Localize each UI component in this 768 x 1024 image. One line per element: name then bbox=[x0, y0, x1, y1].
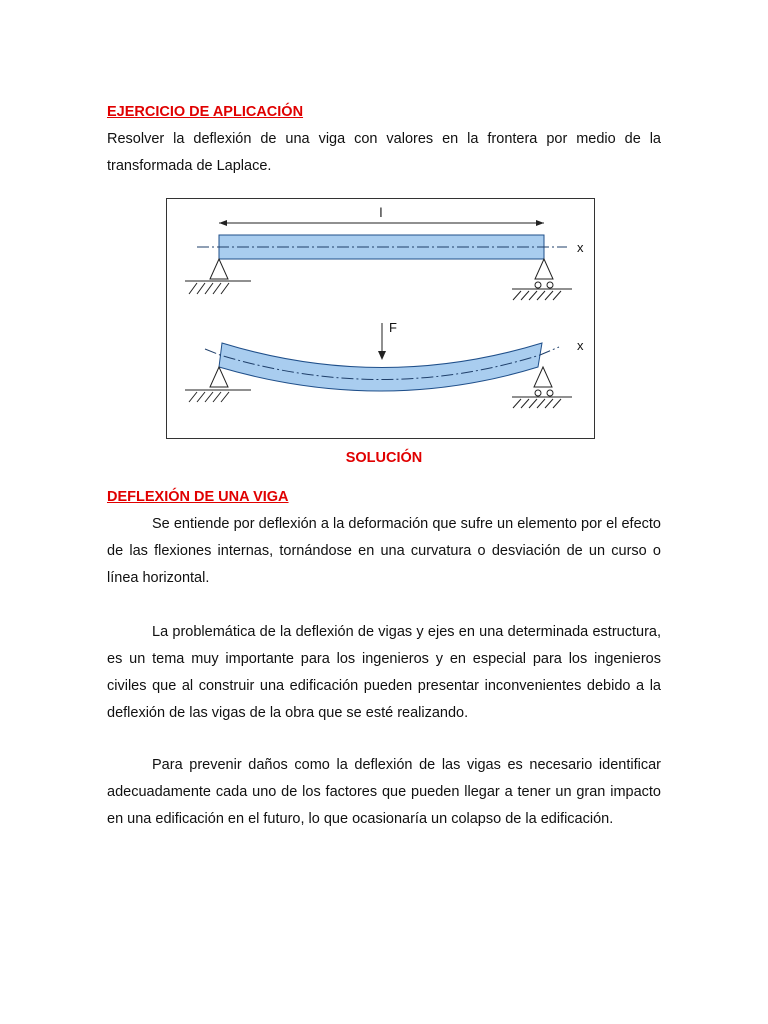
roller-support-right-top bbox=[512, 259, 572, 300]
roller-support-right-bottom bbox=[512, 367, 572, 408]
exercise-heading: EJERCICIO DE APLICACIÓN bbox=[107, 104, 304, 120]
force-arrow-head bbox=[378, 351, 386, 360]
dimension-arrow-left bbox=[219, 220, 227, 226]
paragraph-definition: Se entiende por deflexión a la deformación que sufre un elemento por el efecto de las flexiones internas, tornándose en una curvatura o desviación de un curso o línea horizontal. bbox=[107, 516, 661, 586]
pin-support-left-top bbox=[185, 259, 251, 294]
axis-label-top: x bbox=[577, 240, 584, 255]
beam-deflection-figure bbox=[166, 198, 595, 439]
dimension-arrow-right bbox=[536, 220, 544, 226]
paragraph-prevention: Para prevenir daños como la deflexión de las vigas es necesario identificar adecuadamente cada uno de los factores que pueden llegar a tener un gran impacto en una edificación en el futuro, lo que ocasionaría un colapso de la edificación. bbox=[107, 757, 661, 827]
beam-diagram bbox=[167, 199, 594, 438]
axis-label-bottom: x bbox=[577, 338, 584, 353]
force-label: F bbox=[389, 320, 397, 335]
deflection-heading: DEFLEXIÓN DE UNA VIGA bbox=[107, 489, 289, 505]
paragraph-problem: La problemática de la deflexión de vigas y ejes en una determinada estructura, es un tema muy importante para los ingenieros y en especial para los ingenieros civiles que al construir una edificación pueden presentar inconvenientes debido a la deflexión de las vigas de la obra que se esté realizando. bbox=[107, 624, 661, 721]
length-label: l bbox=[379, 205, 383, 220]
exercise-statement: Resolver la deflexión de una viga con valores en la frontera por medio de la transformada de Laplace. bbox=[107, 131, 661, 174]
solution-heading: SOLUCIÓN bbox=[345, 450, 423, 466]
